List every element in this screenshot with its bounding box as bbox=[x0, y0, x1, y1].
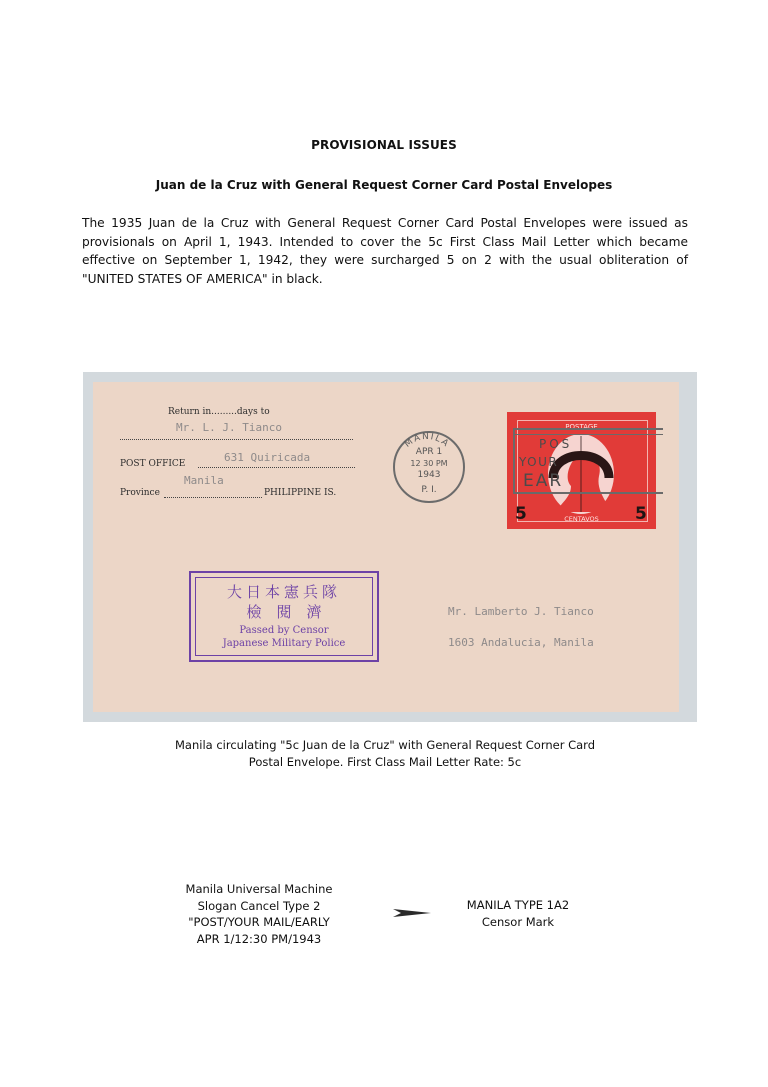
stamp-postage-text: POSTAGE bbox=[565, 423, 598, 431]
stamp-surcharge: 5 bbox=[635, 504, 647, 524]
postmark-year: 1943 bbox=[417, 470, 441, 480]
note-left-line3: "POST/YOUR MAIL/EARLY bbox=[188, 915, 330, 929]
post-office-label: POST OFFICE bbox=[120, 459, 186, 469]
stamp-centavos-text: CENTAVOS bbox=[564, 515, 599, 523]
note-left-line1: Manila Universal Machine bbox=[185, 882, 333, 896]
slogan-cancel bbox=[513, 428, 663, 498]
postmark-region: P. I. bbox=[421, 485, 437, 495]
note-left-line4: APR 1/12:30 PM/1943 bbox=[196, 931, 322, 946]
page-title: PROVISIONAL ISSUES bbox=[311, 138, 457, 152]
dotted-line bbox=[120, 439, 353, 440]
slogan-line2: YOUR bbox=[519, 455, 559, 469]
censor-text-line3: Passed by Censor bbox=[239, 625, 329, 636]
slogan-line1: POS bbox=[539, 437, 573, 451]
address-line1: Mr. Lamberto J. Tianco bbox=[448, 605, 594, 618]
note-right-line1: MANILA TYPE 1A2 bbox=[466, 898, 570, 912]
slogan-line3: EAR bbox=[523, 471, 564, 491]
return-name: Mr. L. J. Tianco bbox=[176, 421, 282, 434]
note-censor-mark bbox=[433, 897, 603, 930]
caption-line2: Postal Envelope. First Class Mail Letter Rate: 5c bbox=[248, 755, 522, 769]
note-right-line2: Censor Mark bbox=[481, 914, 555, 929]
note-left-line2: Slogan Cancel Type 2 bbox=[197, 898, 321, 913]
postmark-city: MANILA bbox=[402, 431, 452, 450]
envelope-caption bbox=[150, 737, 620, 771]
censor-kanji-line2: 檢 閱 濟 bbox=[246, 603, 322, 621]
censor-text-line4: Japanese Military Police bbox=[222, 638, 346, 649]
pointer-arrow-icon bbox=[393, 908, 433, 918]
censor-kanji-line1: 大日本憲兵隊 bbox=[226, 583, 341, 601]
province-label: Province bbox=[120, 488, 160, 498]
postmark-time: 12 30 PM bbox=[410, 459, 448, 468]
province-value: PHILIPPINE IS. bbox=[264, 488, 337, 498]
caption-line1: Manila circulating "5c Juan de la Cruz" with General Request Corner Card bbox=[175, 738, 595, 752]
censor-mark bbox=[189, 571, 379, 662]
dotted-line bbox=[164, 497, 262, 498]
address-line2: 1603 Andalucia, Manila bbox=[448, 636, 594, 649]
note-machine-cancel bbox=[159, 881, 359, 947]
stamp-surcharge-left: 5 bbox=[515, 504, 527, 524]
postmark-date: APR 1 bbox=[415, 447, 443, 457]
dotted-line bbox=[198, 467, 355, 468]
city-value: Manila bbox=[184, 474, 224, 487]
return-label: Return in.........days to bbox=[168, 407, 270, 417]
post-office-value: 631 Quiricada bbox=[224, 451, 311, 464]
page-subtitle: Juan de la Cruz with General Request Corner Card Postal Envelopes bbox=[155, 178, 613, 192]
intro-paragraph: The 1935 Juan de la Cruz with General Request Corner Card Postal Envelopes were issued as provisionals on April 1, 1943. Intended to cover the 5c First Class Mail Letter which became effective on September 1, 1942, they were surcharged 5 on 2 with the usual obliteration of "UNITED STATES OF AMERICA" in black. bbox=[82, 216, 688, 286]
